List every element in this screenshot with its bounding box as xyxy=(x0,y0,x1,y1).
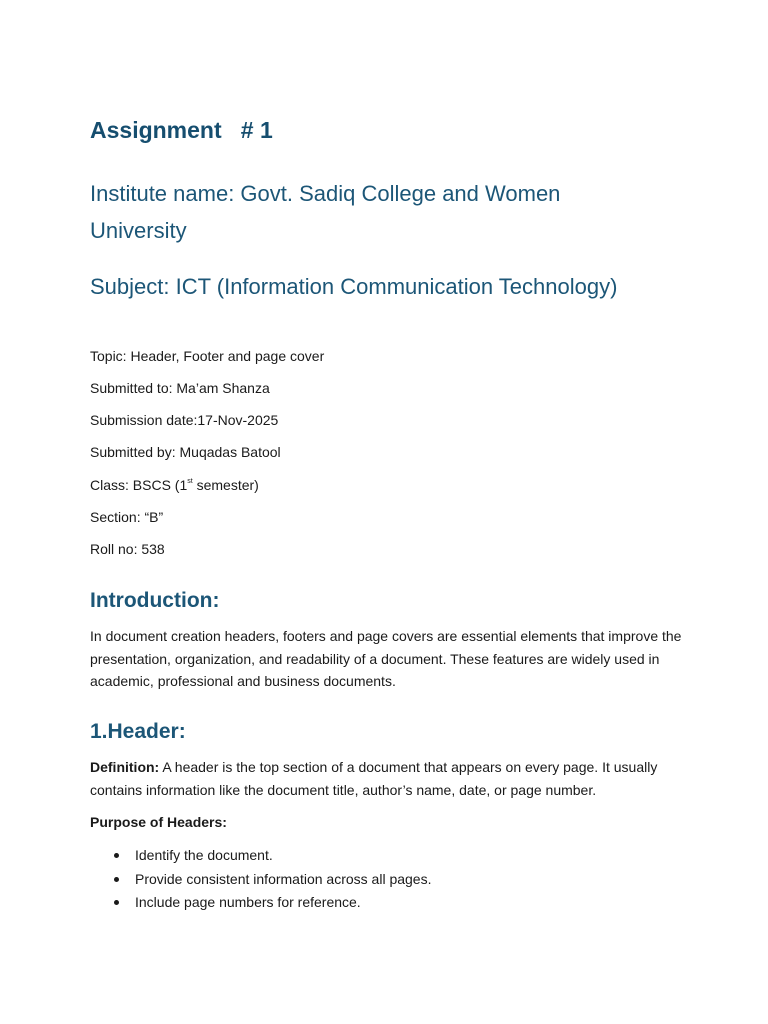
roll-no-line: Roll no: 538 xyxy=(90,541,165,557)
submission-date-line: Submission date:17-Nov-2025 xyxy=(90,412,279,428)
class-suffix: semester) xyxy=(192,477,259,493)
introduction-paragraph: In document creation headers, footers and page covers are essential elements that improve the presentation, organization, and readability of a document. These features are widely used in academic, professional and business documents. xyxy=(90,628,682,689)
header-definition-paragraph xyxy=(90,756,682,801)
bullet-icon xyxy=(114,877,119,882)
list-item-text: Provide consistent information across all pages. xyxy=(135,870,432,887)
submitted-by-line: Submitted by: Muqadas Batool xyxy=(90,444,281,460)
institute-name: Institute name: Govt. Sadiq College and Women University xyxy=(90,181,561,243)
bullet-icon xyxy=(114,853,119,858)
submitted-to-line: Submitted to: Ma’am Shanza xyxy=(90,380,270,396)
topic-line: Topic: Header, Footer and page cover xyxy=(90,348,325,364)
list-item xyxy=(90,844,431,868)
list-item-text: Identify the document. xyxy=(135,847,273,863)
list-item-text: Include page numbers for reference. xyxy=(135,894,361,910)
assignment-title: Assignment # 1 xyxy=(90,117,273,143)
purpose-bullet-list xyxy=(90,844,431,915)
class-line xyxy=(90,476,259,494)
class-superscript: st xyxy=(187,478,193,486)
list-item xyxy=(90,891,431,915)
purpose-of-headers-label: Purpose of Headers: xyxy=(90,814,227,830)
definition-text: A header is the top section of a document that appears on every page. It usually contains information like the document title, author’s name, date, or page number. xyxy=(90,759,658,798)
introduction-heading: Introduction: xyxy=(90,589,220,612)
header-section-heading: 1.Header: xyxy=(90,720,186,743)
subject-line: Subject: ICT (Information Communication Technology) xyxy=(90,274,618,299)
bullet-icon xyxy=(114,900,119,905)
class-prefix: Class: BSCS (1 xyxy=(90,477,188,493)
list-item xyxy=(90,868,431,892)
section-line: Section: “B” xyxy=(90,509,164,525)
definition-label: Definition: xyxy=(90,759,160,775)
